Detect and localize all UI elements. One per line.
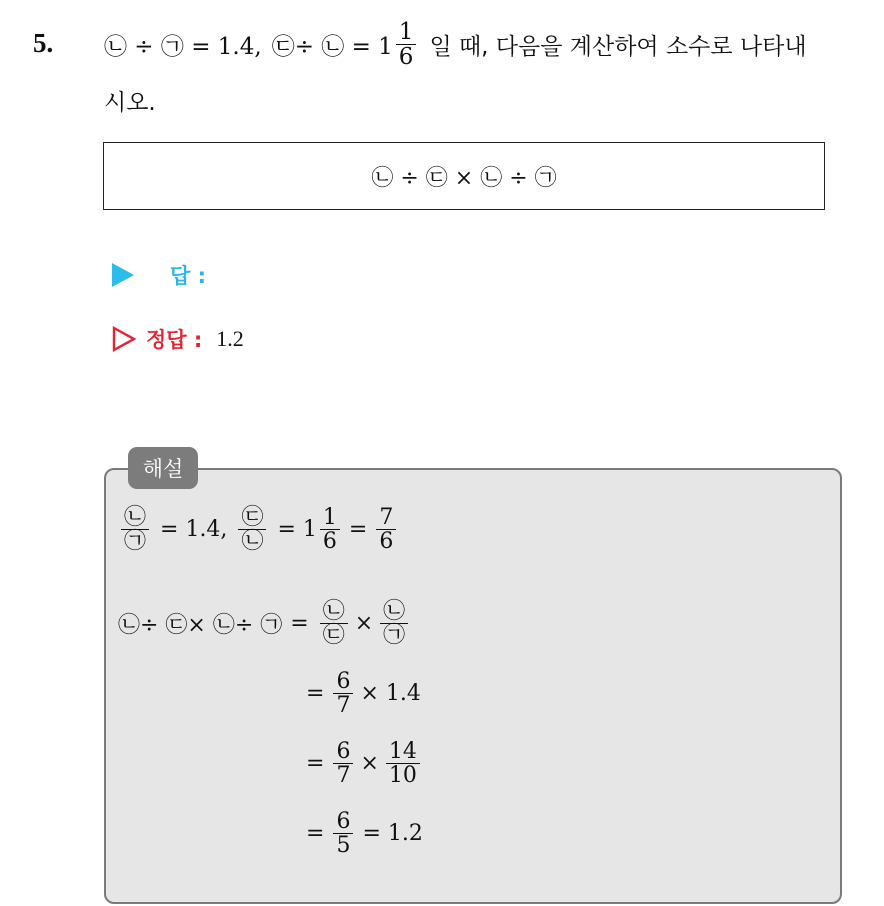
fraction — [376, 506, 396, 553]
equals-sign: = — [306, 681, 325, 707]
numerator: ㉡ — [380, 600, 408, 624]
solution-line-1 — [118, 506, 399, 553]
fraction — [380, 600, 408, 647]
equals-sign: = — [306, 751, 325, 777]
question-text-line2: 시오. — [104, 90, 156, 116]
solution-line-3 — [306, 670, 421, 717]
equals-sign: = — [306, 821, 325, 847]
solution-lhs: ㉡÷ ㉢× ㉡÷ ㉠ — [118, 613, 283, 639]
denominator: ㉢ — [322, 623, 345, 649]
solution-line-5 — [306, 810, 423, 857]
fraction — [333, 740, 353, 787]
answer-label: 답 : — [170, 264, 206, 288]
expression-box-text: ㉡ ÷ ㉢ × ㉡ ÷ ㉠ — [371, 165, 557, 191]
given-fraction-denominator: 6 — [398, 44, 414, 71]
equals-text: = 1.4, — [160, 517, 228, 543]
solution-rest: = 1.2 — [362, 821, 423, 847]
given-fraction-numerator: 1 — [396, 20, 417, 45]
times-sign: × — [354, 611, 374, 637]
given-expression-2 — [272, 20, 420, 69]
solution-tag: 해설 — [128, 447, 198, 489]
fraction — [320, 600, 348, 647]
correct-answer-label: 정답 : — [146, 328, 203, 352]
fraction — [333, 810, 353, 857]
fraction — [320, 506, 340, 553]
denominator: 10 — [388, 763, 417, 789]
solution-rest: × 1.4 — [360, 681, 421, 707]
denominator: 7 — [336, 763, 351, 789]
numerator: 14 — [386, 740, 420, 764]
filled-triangle-icon — [112, 263, 134, 287]
equals-sign: = — [290, 611, 309, 637]
answer-row — [112, 260, 206, 290]
denominator: 6 — [379, 529, 394, 555]
given-fraction — [396, 20, 417, 69]
equals-text: = — [348, 517, 368, 543]
denominator: ㉡ — [241, 529, 264, 555]
solution-line-2 — [118, 600, 411, 647]
numerator: ㉡ — [121, 506, 149, 530]
correct-answer-value: 1.2 — [216, 326, 244, 351]
correct-answer-row — [112, 324, 244, 354]
fraction — [333, 670, 353, 717]
numerator: ㉢ — [238, 506, 266, 530]
fraction — [238, 506, 266, 553]
equals-text: = 1 — [277, 517, 317, 543]
fraction — [386, 740, 420, 787]
denominator: 7 — [336, 693, 351, 719]
denominator: 5 — [336, 833, 351, 859]
times-sign: × — [360, 751, 379, 777]
fraction — [121, 506, 149, 553]
denominator: ㉠ — [383, 623, 406, 649]
given-expression-1: ㉡ ÷ ㉠ = 1.4, — [104, 34, 262, 61]
numerator: 1 — [320, 506, 340, 530]
solution-line-4 — [306, 740, 423, 787]
denominator: 6 — [322, 529, 337, 555]
denominator: ㉠ — [124, 529, 147, 555]
numerator: 6 — [333, 810, 353, 834]
expression-box — [103, 142, 825, 210]
instruction-text: 일 때, 다음을 계산하여 소수로 나타내 — [429, 34, 807, 61]
question-text-line1 — [104, 20, 807, 69]
numerator: 6 — [333, 670, 353, 694]
outline-triangle-icon — [112, 326, 136, 352]
numerator: ㉡ — [320, 600, 348, 624]
given-expression-2-text: ㉢÷ ㉡ = 1 — [271, 34, 393, 61]
numerator: 6 — [333, 740, 353, 764]
question-number: 5. — [33, 28, 54, 58]
numerator: 7 — [376, 506, 396, 530]
